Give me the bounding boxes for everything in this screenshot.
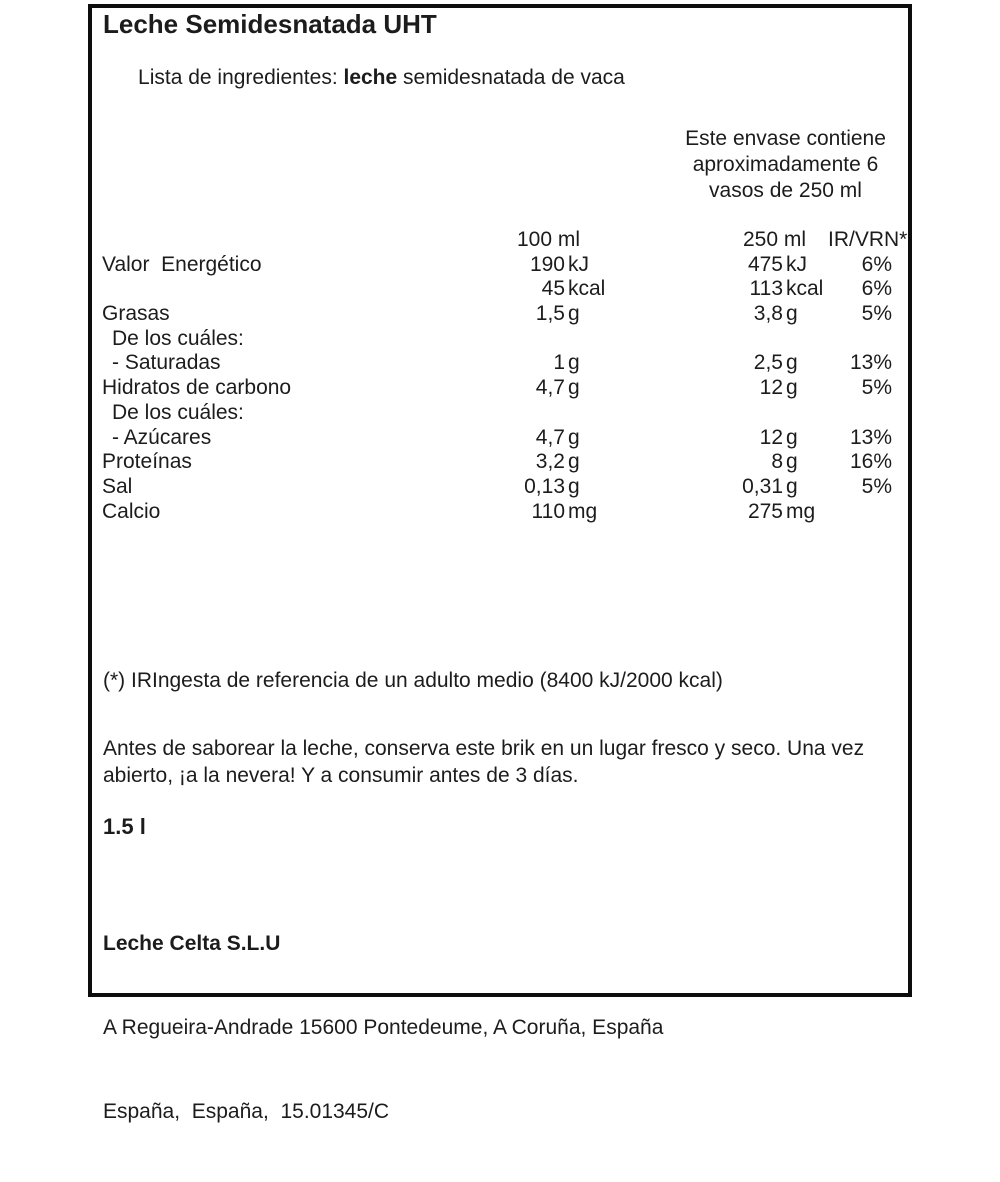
serving-note-line-2: aproximadamente 6 <box>692 153 879 176</box>
value-100ml <box>432 327 565 352</box>
value-100ml: 45 <box>541 277 565 301</box>
unit-250ml: g <box>786 474 798 498</box>
header-nutrient-col <box>102 228 432 253</box>
nutrient-name: Proteínas <box>102 450 192 474</box>
nutrition-row <box>102 327 902 352</box>
unit-100ml: g <box>568 376 580 400</box>
unit-250ml: g <box>786 450 798 474</box>
nutrition-row <box>102 450 902 475</box>
header-100ml: 100 ml <box>516 228 580 251</box>
value-100ml: 1 <box>553 351 565 375</box>
nutrient-name: Calcio <box>102 499 161 523</box>
ingredients-rest: semidesnatada de vaca <box>397 66 625 89</box>
value-250ml: 2,5 <box>753 351 783 375</box>
storage-instructions: Antes de saborear la leche, conserva este brik en un lugar fresco y seco. Una vez abierto, ¡a la nevera! Y a consumir antes de 3 días. <box>103 737 865 787</box>
header-250ml: 250 ml <box>742 228 806 251</box>
value-100ml <box>432 401 565 426</box>
value-250ml <box>610 401 783 426</box>
unit-100ml <box>565 401 610 426</box>
value-100ml: 4,7 <box>535 376 565 400</box>
nutrient-name: Hidratos de carbono <box>102 376 292 400</box>
value-100ml: 0,13 <box>524 474 565 498</box>
value-100ml: 3,2 <box>535 450 565 474</box>
nutrient-name: Sal <box>102 474 133 498</box>
unit-250ml: g <box>786 351 798 375</box>
unit-250ml: g <box>786 376 798 400</box>
ir-vrn-percent: 6% <box>861 252 892 276</box>
ir-vrn-percent: 13% <box>849 351 892 375</box>
unit-250ml: mg <box>786 499 816 523</box>
value-250ml: 12 <box>759 425 783 449</box>
ir-vrn-percent <box>828 327 892 352</box>
manufacturer-registration: España, España, 15.01345/C <box>103 1100 390 1123</box>
label-border-box <box>88 4 912 1123</box>
unit-100ml: mg <box>568 499 598 523</box>
value-100ml: 1,5 <box>535 302 565 326</box>
ir-vrn-percent: 5% <box>861 474 892 498</box>
ingredients-prefix: Lista de ingredientes: <box>138 66 344 89</box>
manufacturer-address: A Regueira-Andrade 15600 Pontedeume, A Coruña, España <box>103 1016 664 1039</box>
unit-100ml: g <box>568 450 580 474</box>
nutrition-row <box>102 253 902 278</box>
value-250ml: 8 <box>771 450 783 474</box>
value-100ml: 4,7 <box>535 425 565 449</box>
nutrition-row <box>102 426 902 451</box>
nutrient-name <box>102 277 432 302</box>
nutrient-name: De los cuáles: <box>112 326 244 350</box>
unit-100ml: g <box>568 302 580 326</box>
serving-note-line-1: Este envase contiene <box>685 127 886 150</box>
nutrition-row <box>102 351 902 376</box>
nutrition-row <box>102 475 902 500</box>
unit-250ml: g <box>786 425 798 449</box>
ir-vrn-percent <box>828 401 892 426</box>
unit-100ml: kcal <box>568 277 606 301</box>
value-100ml: 110 <box>531 499 565 523</box>
value-250ml: 275 <box>747 499 783 523</box>
unit-250ml: kcal <box>786 277 824 301</box>
serving-note <box>628 126 943 204</box>
ir-vrn-percent: 13% <box>849 425 892 449</box>
nutrient-name: - Azúcares <box>112 425 212 449</box>
nutrition-table-header <box>102 228 908 253</box>
unit-250ml <box>783 327 828 352</box>
nutrient-name: Grasas <box>102 302 170 326</box>
nutrition-row <box>102 302 902 327</box>
nutrient-name: De los cuáles: <box>112 400 244 424</box>
ir-vrn-percent <box>828 500 892 525</box>
value-250ml: 12 <box>759 376 783 400</box>
ingredients-line <box>103 39 625 117</box>
nutrition-rows <box>102 253 902 525</box>
unit-250ml <box>783 401 828 426</box>
ir-vrn-percent: 5% <box>861 302 892 326</box>
ir-vrn-percent: 6% <box>861 277 892 301</box>
nutrient-name: Valor Energético <box>102 252 262 276</box>
value-250ml: 475 <box>747 252 783 276</box>
unit-250ml: kJ <box>786 252 807 276</box>
serving-note-line-3: vasos de 250 ml <box>709 179 862 202</box>
product-title: Leche Semidesnatada UHT <box>103 9 437 39</box>
unit-250ml: g <box>786 302 798 326</box>
manufacturer-block <box>103 874 663 1182</box>
unit-100ml: g <box>568 425 580 449</box>
header-ir-vrn: IR/VRN* <box>828 228 908 251</box>
unit-100ml: g <box>568 474 580 498</box>
ir-vrn-percent: 5% <box>861 376 892 400</box>
net-volume: 1.5 l <box>103 814 146 839</box>
unit-100ml: g <box>568 351 580 375</box>
nutrition-row <box>102 277 902 302</box>
nutrition-row <box>102 376 902 401</box>
unit-100ml: kJ <box>568 252 589 276</box>
value-250ml: 0,31 <box>742 474 783 498</box>
reference-intake-footnote: (*) IRIngesta de referencia de un adulto medio (8400 kJ/2000 kcal) <box>103 669 723 692</box>
manufacturer-name: Leche Celta S.L.U <box>103 932 281 955</box>
ingredients-bold-word: leche <box>343 66 398 89</box>
nutrient-name: - Saturadas <box>112 351 221 375</box>
value-100ml: 190 <box>529 252 565 276</box>
unit-100ml <box>565 327 610 352</box>
value-250ml <box>610 327 783 352</box>
nutrition-row <box>102 401 902 426</box>
nutrition-table <box>102 228 908 524</box>
value-250ml: 113 <box>749 277 783 301</box>
ir-vrn-percent: 16% <box>849 450 892 474</box>
value-250ml: 3,8 <box>753 302 783 326</box>
nutrition-row <box>102 500 902 525</box>
